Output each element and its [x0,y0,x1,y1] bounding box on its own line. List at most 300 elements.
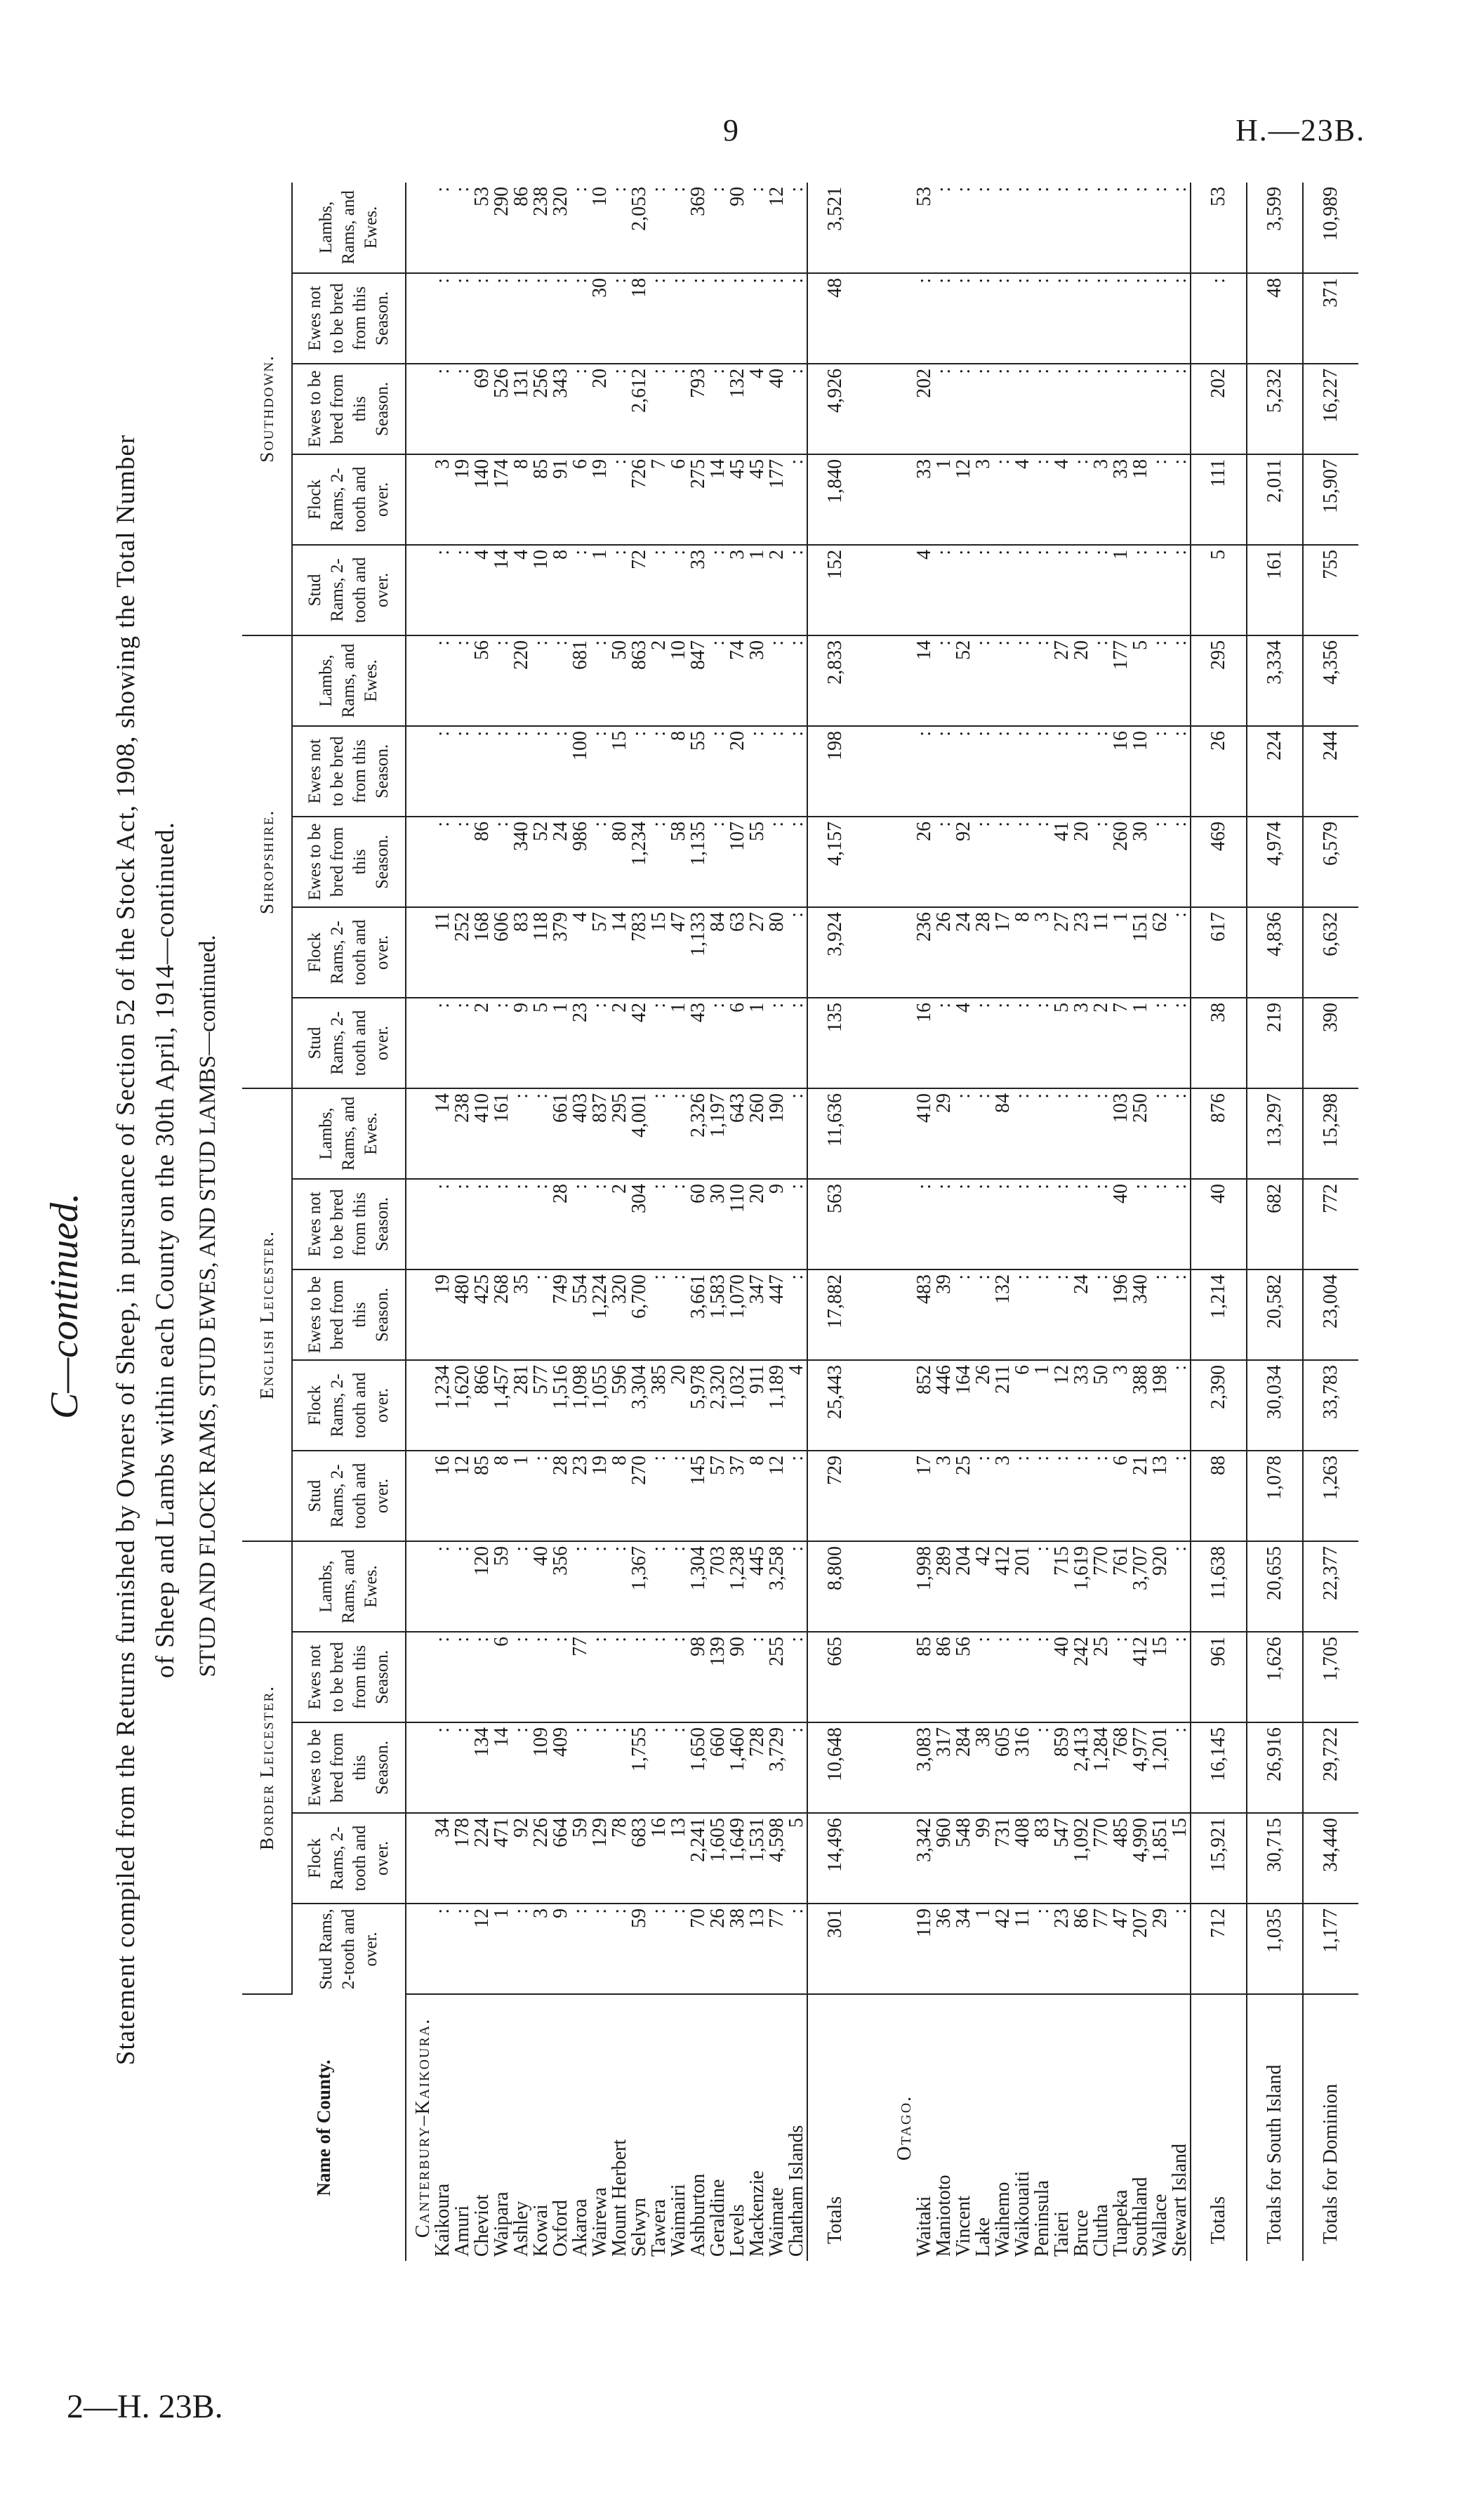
count-cell: : [1151,1269,1170,1360]
count-cell: : [1092,1269,1111,1360]
count-cell: 371 [1303,273,1358,364]
count-cell: : [492,1179,512,1269]
county-name: Waimairi [668,2184,689,2257]
county-name: Mount Herbert [609,2139,630,2257]
count-cell: : [1092,545,1111,635]
count-cell: : [649,273,669,364]
count-cell: 80 [767,907,787,998]
count-cell: 340 [512,817,531,907]
count-cell: 4 [748,364,767,454]
count-cell: 1,035 [1247,1904,1303,1994]
count-cell: : [954,364,974,454]
count-cell: : [472,1632,492,1722]
count-cell: 120 [472,1541,492,1632]
count-cell: 202 [915,364,934,454]
count-cell: : [453,364,472,454]
count-cell: : [974,998,993,1088]
count-cell: 6,632 [1303,907,1358,998]
count-cell: 729 [807,1451,863,1541]
table-row [630,183,649,2261]
count-cell: 92 [954,817,974,907]
count-cell: 238 [531,183,551,273]
count-cell: : [610,545,630,635]
count-cell: 19 [433,1269,453,1360]
count-cell: 23,004 [1303,1269,1358,1360]
count-cell: : [1170,1722,1191,1813]
count-cell: 23 [571,1451,590,1541]
count-cell: 1 [512,1451,531,1541]
table-row [954,183,974,2261]
count-cell: : [453,998,472,1088]
count-cell: : [1170,1451,1191,1541]
count-cell: : [669,1904,689,1994]
count-cell: : [1170,1269,1191,1360]
count-cell: 3,334 [1247,635,1303,726]
count-cell: 731 [993,1813,1013,1904]
count-cell: : [453,1722,472,1813]
count-cell: : [1072,454,1092,545]
table-row [787,183,807,2261]
count-cell: 224 [1247,726,1303,817]
count-cell: : [433,1632,453,1722]
count-cell: 385 [649,1360,669,1451]
count-cell: : [1072,726,1092,817]
count-cell: 6 [492,1632,512,1722]
count-cell: 4 [512,545,531,635]
count-cell: 1,070 [728,1269,748,1360]
count-cell: 715 [1052,1541,1072,1632]
count-cell: : [1013,1179,1033,1269]
sub-column-header: Ewes to be bred from this Season. [292,364,406,454]
count-cell: 12 [767,1451,787,1541]
count-cell: : [649,545,669,635]
county-name: Cheviot [471,2194,493,2257]
count-cell: : [787,183,807,273]
count-cell: 3,258 [767,1541,787,1632]
footer-signature: 2—H. 23B. [67,2388,223,2425]
column-header-county: Name of County. [242,1994,406,2261]
count-cell: 5 [1052,998,1072,1088]
count-cell: 772 [1303,1179,1358,1269]
count-cell: 793 [689,364,708,454]
count-cell: : [787,454,807,545]
table-row [1072,183,1092,2261]
count-cell: 11 [433,907,453,998]
count-cell: : [1013,1632,1033,1722]
count-cell: 837 [590,1088,610,1179]
count-cell: : [915,726,934,817]
count-cell: : [974,1632,993,1722]
count-cell: : [433,1541,453,1632]
count-cell: 1,516 [551,1360,571,1451]
count-cell: 1,234 [433,1360,453,1451]
count-cell: : [1092,635,1111,726]
count-cell: 15,907 [1303,454,1358,545]
count-cell: 10 [669,635,689,726]
count-cell: 1 [1033,1360,1052,1451]
count-cell: : [1170,1904,1191,1994]
count-cell: 40 [1191,1179,1247,1269]
count-cell: 15 [1151,1632,1170,1722]
count-cell: 30 [1131,817,1151,907]
count-cell: : [649,1904,669,1994]
count-cell: 563 [807,1179,863,1269]
count-cell: : [993,273,1013,364]
count-cell: : [934,545,954,635]
count-cell: 1,650 [689,1722,708,1813]
sub-column-header: Ewes not to be bred from this Season. [292,273,406,364]
count-cell: 10,989 [1303,183,1358,273]
count-cell: 4,836 [1247,907,1303,998]
count-cell: 15 [610,726,630,817]
count-cell: 13 [1151,1451,1170,1541]
count-cell: 2,053 [630,183,649,273]
count-cell: 1,304 [689,1541,708,1632]
count-cell: 761 [1111,1541,1131,1632]
count-cell: 152 [807,545,863,635]
breed-header: Border Leicester. [242,1541,292,1994]
count-cell: 83 [1033,1813,1052,1904]
count-cell: 50 [610,635,630,726]
count-cell: 3 [1111,1360,1131,1451]
count-cell: 28 [551,1179,571,1269]
count-cell: 425 [472,1269,492,1360]
count-cell: 11 [1013,1904,1033,1994]
count-cell: 643 [728,1088,748,1179]
count-cell: 21 [1131,1451,1151,1541]
count-cell: 56 [472,635,492,726]
sub-column-header: Flock Rams, 2-tooth and over. [292,1813,406,1904]
count-cell: 83 [512,907,531,998]
count-cell: 59 [630,1904,649,1994]
county-name: Geraldine [707,2179,729,2257]
count-cell: 13 [669,1813,689,1904]
title-line-2: of Sheep and Lambs within each County on the 30th April, 1914—continued. [151,822,180,1678]
count-cell: 275 [689,454,708,545]
table-row [1131,183,1151,2261]
count-cell: : [1033,817,1052,907]
count-cell: 3 [1033,907,1052,998]
count-cell: 1,032 [728,1360,748,1451]
count-cell: 1 [748,998,767,1088]
count-cell: : [1033,1269,1052,1360]
count-cell: : [954,1088,974,1179]
count-cell: 33 [689,545,708,635]
count-cell: : [453,1632,472,1722]
region-name: Canterbury–Kaikoura. [412,2017,434,2238]
count-cell: : [551,273,571,364]
count-cell: : [1033,1541,1052,1632]
count-cell: : [934,183,954,273]
count-cell: 1 [669,998,689,1088]
count-cell: 4 [915,545,934,635]
count-cell: : [1072,1179,1092,1269]
count-cell: 1,263 [1303,1451,1358,1541]
count-cell: 43 [689,998,708,1088]
count-cell: 1,177 [1303,1904,1358,1994]
count-cell: 33,783 [1303,1360,1358,1451]
region-header-row [406,183,433,2261]
count-cell: : [1013,183,1033,273]
count-cell: : [610,1904,630,1994]
count-cell: : [767,998,787,1088]
count-cell: : [453,545,472,635]
document-reference: H.—23B. [1235,113,1366,147]
count-cell: 665 [807,1632,863,1722]
count-cell: : [649,183,669,273]
count-cell: : [708,183,728,273]
count-cell: 26 [974,1360,993,1451]
count-cell: 2,833 [807,635,863,726]
table-row [1170,183,1191,2261]
count-cell: 84 [993,1088,1013,1179]
count-cell: 683 [630,1813,649,1904]
count-cell: : [787,1541,807,1632]
count-cell: : [1151,183,1170,273]
count-cell: : [1072,545,1092,635]
count-cell: 547 [1052,1813,1072,1904]
count-cell: 703 [708,1541,728,1632]
count-cell: : [1092,1088,1111,1179]
count-cell: 33 [915,454,934,545]
count-cell: 1,135 [689,817,708,907]
count-cell: 8 [610,1451,630,1541]
count-cell: 39 [934,1269,954,1360]
count-cell: 3 [433,454,453,545]
count-cell: : [1013,273,1033,364]
count-cell: 20 [1072,817,1092,907]
count-cell: 8 [512,454,531,545]
count-cell: 403 [571,1088,590,1179]
county-name: Totals [1191,1994,1247,2261]
count-cell: : [571,1541,590,1632]
count-cell: 42 [974,1541,993,1632]
table-row [649,183,669,2261]
count-cell: : [974,1179,993,1269]
count-cell: : [787,1451,807,1541]
sub-column-header: Ewes not to be bred from this Season. [292,1179,406,1269]
count-cell: 4 [954,998,974,1088]
count-cell: 1,583 [708,1269,728,1360]
count-cell: : [708,635,728,726]
count-cell: 1 [1111,545,1131,635]
count-cell: 204 [954,1541,974,1632]
count-cell: 107 [728,817,748,907]
count-cell: : [1033,1179,1052,1269]
count-cell: 4,977 [1131,1722,1151,1813]
totals-row [807,183,863,2261]
count-cell: 866 [472,1360,492,1451]
count-cell: : [630,726,649,817]
count-cell: 85 [472,1451,492,1541]
count-cell: : [974,364,993,454]
count-cell: : [649,1179,669,1269]
count-cell: : [531,1451,551,1541]
count-cell: 86 [512,183,531,273]
count-cell: 135 [807,998,863,1088]
count-cell: 80 [610,817,630,907]
count-cell: 16,145 [1191,1722,1247,1813]
count-cell: 8 [492,1451,512,1541]
count-cell: 45 [748,454,767,545]
count-cell: : [1111,183,1131,273]
count-cell: 1,078 [1247,1451,1303,1541]
count-cell: : [708,817,728,907]
sub-column-header: Flock Rams, 2-tooth and over. [292,454,406,545]
count-cell: 26,916 [1247,1722,1303,1813]
count-cell: : [1013,364,1033,454]
count-cell: 712 [1191,1904,1247,1994]
count-cell: : [1052,1451,1072,1541]
count-cell: 26 [934,907,954,998]
table-row [708,183,728,2261]
count-cell: 1,705 [1303,1632,1358,1722]
count-cell: : [433,273,453,364]
county-name: Bruce [1071,2210,1092,2257]
count-cell: : [492,273,512,364]
count-cell: : [1131,183,1151,273]
count-cell: : [669,183,689,273]
count-cell: 28 [551,1451,571,1541]
count-cell: 86 [472,817,492,907]
count-cell: : [787,545,807,635]
count-cell: : [512,1088,531,1179]
count-cell: 268 [492,1269,512,1360]
sub-column-header: Lambs, Rams, and Ewes. [292,635,406,726]
count-cell: : [1033,726,1052,817]
count-cell: 1 [1131,998,1151,1088]
count-cell: 219 [1247,998,1303,1088]
sub-column-header: Ewes to be bred from this Season. [292,1269,406,1360]
sub-column-header: Lambs, Rams, and Ewes. [292,1541,406,1632]
count-cell: : [1170,907,1191,998]
table-row [1151,183,1170,2261]
count-cell: : [934,726,954,817]
count-cell: 409 [551,1722,571,1813]
count-cell: : [571,545,590,635]
count-cell: : [512,1632,531,1722]
count-cell: : [767,635,787,726]
count-cell: : [649,364,669,454]
count-cell: 25 [1092,1632,1111,1722]
count-cell: 8 [748,1451,767,1541]
count-cell: : [1151,454,1170,545]
count-cell: : [1151,364,1170,454]
count-cell: 445 [748,1541,767,1632]
table-row [689,183,708,2261]
count-cell: 139 [708,1632,728,1722]
count-cell: 986 [571,817,590,907]
count-cell: 10 [1131,726,1151,817]
count-cell: : [1092,1451,1111,1541]
count-cell: 316 [1013,1722,1033,1813]
count-cell: 3 [1072,998,1092,1088]
count-cell: 99 [974,1813,993,1904]
count-cell: : [590,1632,610,1722]
breed-header: Shropshire. [242,635,292,1088]
count-cell: 53 [915,183,934,273]
count-cell: : [649,998,669,1088]
count-cell: 6 [571,454,590,545]
count-cell: : [787,1088,807,1179]
sub-column-header: Lambs, Rams, and Ewes. [292,1088,406,1179]
count-cell: 770 [1092,1813,1111,1904]
count-cell: : [1170,1541,1191,1632]
count-cell: : [433,1179,453,1269]
count-cell: 281 [512,1360,531,1451]
count-cell: 40 [1052,1632,1072,1722]
count-cell: 30,034 [1247,1360,1303,1451]
count-cell: : [915,1179,934,1269]
sub-column-header: Flock Rams, 2-tooth and over. [292,1360,406,1451]
count-cell: 85 [915,1632,934,1722]
table-row [1052,183,1072,2261]
sheep-return-table [242,183,1358,2261]
count-cell: 198 [1151,1360,1170,1451]
count-cell: 1,055 [590,1360,610,1451]
count-cell: : [1151,817,1170,907]
count-cell: : [649,1632,669,1722]
count-cell: 2,326 [689,1088,708,1179]
count-cell: : [1052,183,1072,273]
count-cell: 164 [954,1360,974,1451]
count-cell: : [1111,273,1131,364]
count-cell: : [974,1088,993,1179]
county-name: Levels [727,2204,748,2257]
count-cell: : [787,273,807,364]
count-cell: 256 [531,364,551,454]
count-cell: 4 [571,907,590,998]
count-cell: 5 [1131,635,1151,726]
count-cell: : [1170,183,1191,273]
count-cell: : [669,1269,689,1360]
count-cell: : [512,1541,531,1632]
count-cell: 33 [1072,1360,1092,1451]
count-cell: 859 [1052,1722,1072,1813]
count-cell: 161 [492,1088,512,1179]
count-cell: 1,367 [630,1541,649,1632]
count-cell: 340 [1131,1269,1151,1360]
count-cell: : [1013,998,1033,1088]
count-cell: 726 [630,454,649,545]
count-cell: 77 [571,1632,590,1722]
count-cell: 304 [630,1179,649,1269]
count-cell: 2 [1092,998,1111,1088]
count-cell: 100 [571,726,590,817]
count-cell: : [649,726,669,817]
count-cell: : [1033,454,1052,545]
count-cell: 14 [492,1722,512,1813]
count-cell: : [1151,1179,1170,1269]
count-cell: : [610,454,630,545]
count-cell: : [669,1722,689,1813]
count-cell: : [689,273,708,364]
count-cell: : [512,1179,531,1269]
count-cell: 56 [954,1632,974,1722]
count-cell: : [492,726,512,817]
count-cell: : [590,635,610,726]
table-row [767,183,787,2261]
count-cell: 28 [974,907,993,998]
count-cell: : [787,998,807,1088]
count-cell: : [993,183,1013,273]
count-cell: 29 [1151,1904,1170,1994]
count-cell: 1 [551,998,571,1088]
count-cell: : [1033,545,1052,635]
count-cell: 250 [1131,1088,1151,1179]
count-cell: : [1092,1179,1111,1269]
count-cell: 3,729 [767,1722,787,1813]
